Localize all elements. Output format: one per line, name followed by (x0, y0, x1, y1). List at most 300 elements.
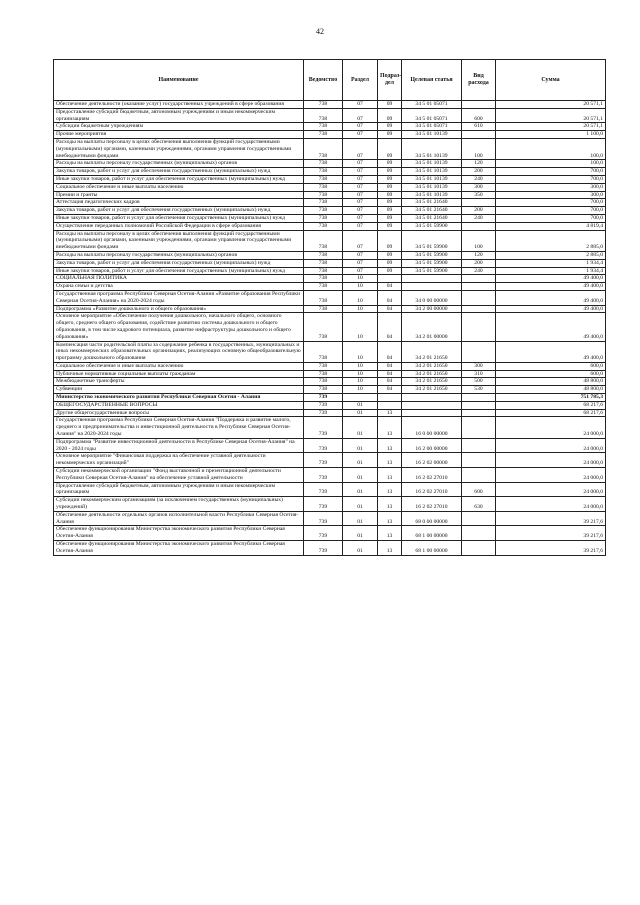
cell-sum: 68 217,6 (496, 409, 606, 417)
cell-target: 34 5 01 59900 (402, 230, 462, 251)
table-row (54, 175, 606, 183)
cell-section: 07 (343, 131, 378, 139)
cell-dept: 739 (304, 511, 343, 526)
cell-subsection: 13 (378, 511, 402, 526)
table-body (54, 101, 606, 556)
cell-type (462, 199, 496, 207)
table-row (54, 191, 606, 199)
cell-section: 07 (343, 191, 378, 199)
cell-sum: 49 400,0 (496, 275, 606, 283)
cell-sum: 300,0 (496, 183, 606, 191)
cell-sum: 700,0 (496, 168, 606, 176)
cell-sum: 2 885,0 (496, 251, 606, 259)
cell-section: 10 (343, 386, 378, 394)
cell-subsection: 04 (378, 378, 402, 386)
cell-sum: 39 217,6 (496, 526, 606, 541)
cell-type: 300 (462, 362, 496, 370)
cell-target: 68 1 00 00000 (402, 541, 462, 556)
cell-section: 01 (343, 453, 378, 468)
cell-dept: 738 (304, 123, 343, 131)
cell-sum: 49 400,0 (496, 305, 606, 313)
cell-target: 34 2 01 21650 (402, 341, 462, 362)
cell-subsection: 09 (378, 160, 402, 168)
cell-section: 07 (343, 251, 378, 259)
cell-section: 07 (343, 138, 378, 159)
cell-dept: 738 (304, 378, 343, 386)
cell-dept: 739 (304, 417, 343, 438)
cell-name: Межбюджетные трансферты (54, 378, 304, 386)
cell-type: 610 (462, 123, 496, 131)
cell-sum: 700,0 (496, 214, 606, 222)
cell-name: Подпрограмма «Развитие дошкольного и общего образования» (54, 305, 304, 313)
cell-sum: 39 217,6 (496, 541, 606, 556)
cell-section: 01 (343, 497, 378, 512)
cell-subsection: 04 (378, 290, 402, 305)
cell-subsection: 13 (378, 438, 402, 453)
cell-sum: 48 800,0 (496, 378, 606, 386)
cell-name: Субвенции (54, 386, 304, 394)
table-row (54, 305, 606, 313)
cell-name: Субсидии некоммерческим организациям (за исключением государственных (муниципальных) учреждений) (54, 497, 304, 512)
cell-type: 200 (462, 168, 496, 176)
table-row (54, 370, 606, 378)
table-row (54, 362, 606, 370)
cell-name: Государственная программа Республики Северная Осетия-Алания "Поддержка и развитие малого, среднего и предпринимательства и инвестиционной деятельности в Республике Северная Осетия-Алания" на 2020-2024 годы (54, 417, 304, 438)
cell-name: Расходы на выплаты персоналу в целях обеспечения выполнения функций государственными (муниципальными) органами, казенными учреждениями, органами управления государственными внебюджетными фондами (54, 138, 304, 159)
cell-target: 34 5 01 21640 (402, 214, 462, 222)
cell-target: 34 5 01 10139 (402, 191, 462, 199)
cell-subsection: 04 (378, 370, 402, 378)
page-number: 42 (316, 27, 324, 36)
cell-dept: 738 (304, 259, 343, 267)
cell-dept: 739 (304, 453, 343, 468)
cell-name: Подпрограмма "Развитие инвестиционной деятельности в Республике Северная Осетия-Алания" на 2020 - 2024 годы (54, 438, 304, 453)
cell-subsection: 04 (378, 283, 402, 291)
cell-type: 630 (462, 497, 496, 512)
budget-table (53, 59, 606, 556)
cell-name: Предоставление субсидий бюджетным, автономным учреждениям и иным некоммерческим организациям (54, 108, 304, 123)
cell-section: 07 (343, 101, 378, 109)
cell-type: 500 (462, 378, 496, 386)
cell-name: Иные закупки товаров, работ и услуг для обеспечения государственных (муниципальных) нужд (54, 267, 304, 275)
cell-section: 01 (343, 482, 378, 497)
cell-sum: 20 571,1 (496, 123, 606, 131)
cell-subsection: 09 (378, 199, 402, 207)
cell-target: 16 2 02 27010 (402, 497, 462, 512)
cell-sum: 24 000,0 (496, 497, 606, 512)
cell-type: 240 (462, 214, 496, 222)
table-row (54, 394, 606, 402)
cell-sum: 49 400,0 (496, 341, 606, 362)
cell-dept: 739 (304, 438, 343, 453)
cell-dept: 739 (304, 541, 343, 556)
cell-type: 350 (462, 191, 496, 199)
cell-subsection (378, 394, 402, 402)
cell-target: 34 5 01 59900 (402, 259, 462, 267)
cell-dept: 738 (304, 222, 343, 230)
cell-section: 10 (343, 378, 378, 386)
cell-target: 34 2 01 00000 (402, 313, 462, 341)
cell-name: Предоставление субсидий бюджетным, автономным учреждениям и иным некоммерческим организациям (54, 482, 304, 497)
cell-section: 10 (343, 275, 378, 283)
cell-target: 34 2 01 21650 (402, 362, 462, 370)
cell-dept: 738 (304, 131, 343, 139)
cell-target: 34 5 01 05071 (402, 108, 462, 123)
cell-target: 68 0 00 00000 (402, 511, 462, 526)
cell-target (402, 409, 462, 417)
cell-name: Прочие мероприятия (54, 131, 304, 139)
cell-section: 10 (343, 341, 378, 362)
cell-dept: 738 (304, 230, 343, 251)
header-dept: Ведомство (304, 60, 343, 101)
cell-name: СОЦИАЛЬНАЯ ПОЛИТИКА (54, 275, 304, 283)
cell-target: 34 5 01 10139 (402, 168, 462, 176)
cell-subsection: 04 (378, 341, 402, 362)
cell-section: 10 (343, 290, 378, 305)
cell-sum: 600,0 (496, 362, 606, 370)
cell-subsection: 09 (378, 230, 402, 251)
cell-section: 07 (343, 160, 378, 168)
cell-subsection: 09 (378, 101, 402, 109)
cell-dept: 738 (304, 275, 343, 283)
cell-dept: 738 (304, 386, 343, 394)
cell-target: 16 0 00 00000 (402, 417, 462, 438)
cell-name: Социальное обеспечение и иные выплаты населению (54, 183, 304, 191)
cell-dept: 739 (304, 401, 343, 409)
cell-section: 07 (343, 123, 378, 131)
table-row (54, 290, 606, 305)
cell-sum: 1 934,4 (496, 267, 606, 275)
cell-target: 34 5 01 21640 (402, 207, 462, 215)
cell-sum: 24 000,0 (496, 482, 606, 497)
cell-sum: 100,0 (496, 160, 606, 168)
cell-target: 34 5 01 05071 (402, 101, 462, 109)
cell-subsection: 09 (378, 108, 402, 123)
cell-target: 34 5 01 10139 (402, 175, 462, 183)
cell-target: 16 2 00 00000 (402, 438, 462, 453)
table-row (54, 417, 606, 438)
cell-dept: 738 (304, 160, 343, 168)
cell-subsection: 09 (378, 251, 402, 259)
cell-sum: 2 885,0 (496, 230, 606, 251)
cell-type (462, 417, 496, 438)
cell-subsection: 09 (378, 222, 402, 230)
cell-name: Иные закупки товаров, работ и услуг для обеспечения государственных (муниципальных) нужд (54, 214, 304, 222)
cell-name: Обеспечение функционирования Министерства экономического развития Республики Северная Осетия-Алания (54, 541, 304, 556)
cell-subsection: 13 (378, 417, 402, 438)
cell-section: 10 (343, 362, 378, 370)
table-row (54, 168, 606, 176)
cell-type (462, 131, 496, 139)
table-row (54, 378, 606, 386)
cell-target: 34 5 01 10139 (402, 183, 462, 191)
cell-name: Социальное обеспечение и иные выплаты населению (54, 362, 304, 370)
table-row (54, 230, 606, 251)
cell-target: 34 2 00 00000 (402, 305, 462, 313)
cell-subsection: 13 (378, 453, 402, 468)
cell-sum: 700,0 (496, 207, 606, 215)
table-row (54, 468, 606, 483)
cell-dept: 738 (304, 251, 343, 259)
cell-target (402, 275, 462, 283)
cell-dept: 739 (304, 394, 343, 402)
cell-sum: 24 000,0 (496, 453, 606, 468)
cell-dept: 738 (304, 199, 343, 207)
table-row (54, 101, 606, 109)
cell-section: 07 (343, 183, 378, 191)
cell-sum: 68 217,6 (496, 401, 606, 409)
cell-sum: 24 000,0 (496, 438, 606, 453)
cell-type (462, 438, 496, 453)
table-row (54, 275, 606, 283)
cell-section: 10 (343, 370, 378, 378)
cell-name: Обеспечение деятельности (оказание услуг) государственных учреждений в сфере образования (54, 101, 304, 109)
cell-name: Компенсация части родительской платы за содержание ребенка в государственных, муниципальных и иных некоммерческих образовательных организациях, реализующих основную общеобразовательную программу дошкольного образования (54, 341, 304, 362)
cell-dept: 738 (304, 101, 343, 109)
cell-target: 34 5 01 10139 (402, 131, 462, 139)
cell-dept: 739 (304, 497, 343, 512)
cell-dept: 738 (304, 175, 343, 183)
cell-subsection: 09 (378, 123, 402, 131)
cell-sum: 700,0 (496, 175, 606, 183)
cell-name: Аттестация педагогических кадров (54, 199, 304, 207)
cell-name: Премии и гранты (54, 191, 304, 199)
cell-section: 07 (343, 214, 378, 222)
cell-subsection: 09 (378, 214, 402, 222)
cell-dept: 738 (304, 207, 343, 215)
cell-subsection: 09 (378, 168, 402, 176)
cell-sum: 49 400,0 (496, 290, 606, 305)
table-header-row (54, 60, 606, 101)
cell-section: 01 (343, 468, 378, 483)
cell-section: 07 (343, 230, 378, 251)
cell-type: 120 (462, 251, 496, 259)
cell-dept: 738 (304, 138, 343, 159)
cell-sum: 100,0 (496, 138, 606, 159)
cell-name: Государственная программа Республики Северная Осетия-Алания «Развитие образования Республики Северная Осетия-Алания» на 2020-2024 годы (54, 290, 304, 305)
cell-type: 300 (462, 183, 496, 191)
table-row (54, 313, 606, 341)
cell-type: 600 (462, 108, 496, 123)
cell-type (462, 341, 496, 362)
table-row (54, 207, 606, 215)
cell-sum: 24 000,0 (496, 468, 606, 483)
header-target: Целевая статья (402, 60, 462, 101)
cell-section: 07 (343, 267, 378, 275)
cell-subsection (378, 275, 402, 283)
cell-name: Другие общегосударственные вопросы (54, 409, 304, 417)
table-row (54, 409, 606, 417)
cell-type (462, 305, 496, 313)
cell-target: 34 2 01 21650 (402, 370, 462, 378)
cell-type: 310 (462, 370, 496, 378)
cell-dept: 739 (304, 482, 343, 497)
cell-type: 100 (462, 230, 496, 251)
cell-section (343, 394, 378, 402)
cell-type (462, 453, 496, 468)
cell-sum: 49 400,0 (496, 313, 606, 341)
table-row (54, 283, 606, 291)
cell-target: 34 5 01 59900 (402, 267, 462, 275)
table-row (54, 108, 606, 123)
cell-section: 10 (343, 313, 378, 341)
cell-name: Основное мероприятие «Обеспечение получения дошкольного, начального общего, основного общего, среднего общего образования, содействие развитию системы дошкольного и общего образования, в том числе кадрового потенциала, развитие инфраструктуры дошкольного и общего образования» (54, 313, 304, 341)
cell-sum: 24 000,0 (496, 417, 606, 438)
cell-name: Закупка товаров, работ и услуг для обеспечения государственных (муниципальных) нужд (54, 168, 304, 176)
cell-subsection: 13 (378, 482, 402, 497)
cell-name: Субсидии некоммерческой организации "Фонд выставочной и презентационной деятельности Республики Северная Осетия-Алания" на обеспечение уставной деятельности (54, 468, 304, 483)
cell-section: 01 (343, 438, 378, 453)
cell-sum: 20 571,1 (496, 101, 606, 109)
cell-name: Закупка товаров, работ и услуг для обеспечения государственных (муниципальных) нужд (54, 207, 304, 215)
table-row (54, 131, 606, 139)
cell-type (462, 511, 496, 526)
cell-subsection: 09 (378, 207, 402, 215)
cell-section: 01 (343, 526, 378, 541)
cell-section: 01 (343, 511, 378, 526)
cell-subsection: 04 (378, 362, 402, 370)
cell-dept: 739 (304, 409, 343, 417)
cell-name: Иные закупки товаров, работ и услуг для обеспечения государственных (муниципальных) нужд (54, 175, 304, 183)
cell-subsection: 04 (378, 386, 402, 394)
header-type: Вид расхода (462, 60, 496, 101)
cell-dept: 738 (304, 341, 343, 362)
cell-dept: 738 (304, 305, 343, 313)
table-row (54, 541, 606, 556)
table-row (54, 259, 606, 267)
cell-target (402, 283, 462, 291)
header-subsection: Подраз-дел (378, 60, 402, 101)
cell-name: Субсидии бюджетным учреждениям (54, 123, 304, 131)
cell-target: 34 2 01 21650 (402, 386, 462, 394)
table-row (54, 214, 606, 222)
cell-section: 01 (343, 541, 378, 556)
table-row (54, 453, 606, 468)
cell-sum: 39 217,6 (496, 511, 606, 526)
cell-section: 07 (343, 168, 378, 176)
cell-target (402, 401, 462, 409)
cell-name: Обеспечение функционирования Министерства экономического развития Республики Северная Осетия-Алания (54, 526, 304, 541)
cell-dept: 738 (304, 313, 343, 341)
cell-type: 240 (462, 175, 496, 183)
table-row (54, 267, 606, 275)
cell-sum: 600,0 (496, 370, 606, 378)
header-sum: Сумма (496, 60, 606, 101)
cell-subsection: 09 (378, 191, 402, 199)
cell-name: Расходы на выплаты персоналу в целях обеспечения выполнения функций государственными (муниципальными) органами, казенными учреждениями, органами управления государственными внебюджетными фондами (54, 230, 304, 251)
cell-type: 120 (462, 160, 496, 168)
cell-section: 07 (343, 108, 378, 123)
cell-target: 34 2 01 21650 (402, 378, 462, 386)
cell-section: 07 (343, 222, 378, 230)
cell-section: 01 (343, 409, 378, 417)
cell-name: Закупка товаров, работ и услуг для обеспечения государственных (муниципальных) нужд (54, 259, 304, 267)
cell-name: Осуществление переданных полномочий Российской Федерации в сфере образования (54, 222, 304, 230)
cell-type: 530 (462, 386, 496, 394)
cell-sum: 49 400,0 (496, 283, 606, 291)
cell-subsection: 09 (378, 267, 402, 275)
header-section: Раздел (343, 60, 378, 101)
cell-dept: 738 (304, 214, 343, 222)
cell-subsection: 09 (378, 131, 402, 139)
cell-type (462, 468, 496, 483)
cell-subsection: 09 (378, 183, 402, 191)
cell-dept: 738 (304, 183, 343, 191)
cell-dept: 739 (304, 526, 343, 541)
table-row (54, 222, 606, 230)
cell-name: Охрана семьи и детства (54, 283, 304, 291)
cell-name: ОБЩЕГОСУДАРСТВЕННЫЕ ВОПРОСЫ (54, 401, 304, 409)
cell-target: 16 2 02 27010 (402, 468, 462, 483)
table-row (54, 526, 606, 541)
cell-subsection: 13 (378, 409, 402, 417)
cell-type (462, 541, 496, 556)
cell-target: 34 0 00 00000 (402, 290, 462, 305)
cell-name: Расходы на выплаты персоналу государственных (муниципальных) органов (54, 251, 304, 259)
table-row (54, 438, 606, 453)
cell-section: 07 (343, 259, 378, 267)
cell-target: 34 5 01 21640 (402, 199, 462, 207)
cell-target: 34 5 01 10139 (402, 160, 462, 168)
table-row (54, 386, 606, 394)
cell-target: 16 2 02 27010 (402, 482, 462, 497)
cell-target (402, 394, 462, 402)
cell-type: 240 (462, 267, 496, 275)
cell-type: 200 (462, 259, 496, 267)
cell-section: 07 (343, 175, 378, 183)
cell-type (462, 313, 496, 341)
cell-subsection: 04 (378, 313, 402, 341)
cell-target: 34 5 01 10139 (402, 138, 462, 159)
cell-section: 10 (343, 305, 378, 313)
cell-subsection: 09 (378, 175, 402, 183)
header-name: Наименование (54, 60, 304, 101)
cell-type: 600 (462, 482, 496, 497)
cell-target: 68 1 00 00000 (402, 526, 462, 541)
cell-subsection: 13 (378, 541, 402, 556)
cell-type (462, 283, 496, 291)
cell-sum: 1 100,0 (496, 131, 606, 139)
cell-subsection: 13 (378, 468, 402, 483)
cell-section: 10 (343, 283, 378, 291)
cell-dept: 738 (304, 191, 343, 199)
cell-name: Расходы на выплаты персоналу государственных (муниципальных) органов (54, 160, 304, 168)
cell-dept: 739 (304, 468, 343, 483)
cell-name: Министерство экономического развития Республики Северная Осетия - Алания (54, 394, 304, 402)
table-row (54, 160, 606, 168)
cell-type: 100 (462, 138, 496, 159)
cell-target: 34 5 01 59900 (402, 251, 462, 259)
cell-subsection: 09 (378, 138, 402, 159)
cell-type: 200 (462, 207, 496, 215)
cell-target: 34 5 01 05071 (402, 123, 462, 131)
cell-sum: 300,0 (496, 191, 606, 199)
cell-dept: 738 (304, 290, 343, 305)
cell-type (462, 275, 496, 283)
cell-subsection: 13 (378, 526, 402, 541)
table-row (54, 138, 606, 159)
cell-dept: 738 (304, 370, 343, 378)
cell-subsection: 04 (378, 305, 402, 313)
cell-dept: 738 (304, 283, 343, 291)
table-row (54, 511, 606, 526)
cell-subsection (378, 401, 402, 409)
cell-section: 01 (343, 417, 378, 438)
cell-target: 34 5 01 59900 (402, 222, 462, 230)
cell-type (462, 290, 496, 305)
cell-sum: 20 571,1 (496, 108, 606, 123)
cell-section: 07 (343, 199, 378, 207)
